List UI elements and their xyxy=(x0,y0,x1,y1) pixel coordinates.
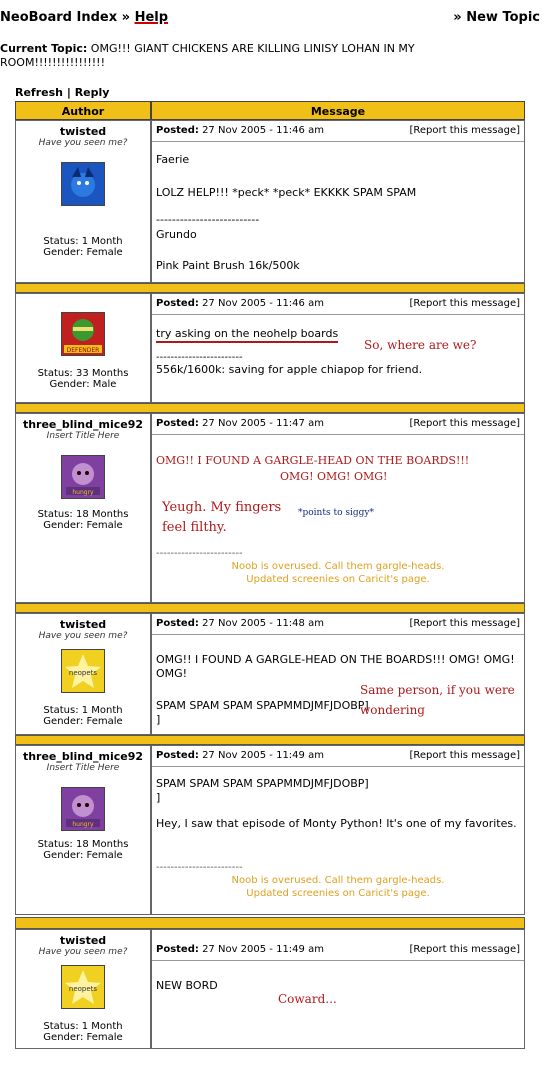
neopets-star-icon xyxy=(62,966,104,1008)
author-gender: Gender: Female xyxy=(43,716,123,727)
posted-label: Posted: xyxy=(156,125,199,136)
avatar[interactable] xyxy=(61,787,105,831)
post-5-author xyxy=(15,745,151,915)
report-message-link[interactable]: [Report this message] xyxy=(409,418,520,429)
handwritten-post-line: OMG! OMG! OMG! xyxy=(280,470,388,483)
post-2-message xyxy=(151,293,525,403)
neopets-logo-text: neopets xyxy=(68,985,98,993)
avatar[interactable] xyxy=(61,649,105,693)
post-header xyxy=(152,746,524,767)
help-board-link[interactable]: Help xyxy=(134,10,169,25)
report-message-link[interactable]: [Report this message] xyxy=(409,125,520,136)
handwritten-post-line: OMG!! I FOUND A GARGLE-HEAD ON THE BOARDS!!! xyxy=(156,454,470,467)
signature-line: Updated screenies on Caricit's page. xyxy=(246,888,430,899)
post-header xyxy=(152,414,524,435)
avatar[interactable] xyxy=(61,965,105,1009)
author-status: Status: 33 Months xyxy=(37,368,129,379)
current-topic xyxy=(0,42,460,70)
post-line: SPAM SPAM SPAM SPAPMMDJMFJDOBP] xyxy=(156,699,369,712)
signature-divider: ------------------------ xyxy=(156,548,243,559)
post-divider xyxy=(15,917,525,929)
handwritten-note: Coward... xyxy=(278,992,337,1006)
signature-divider: ------------------------ xyxy=(156,862,243,873)
post-divider xyxy=(15,735,525,745)
new-topic-link[interactable]: » New Topic xyxy=(453,10,540,25)
author-status: Status: 1 Month xyxy=(43,1021,123,1032)
post-divider xyxy=(15,283,525,293)
author-gender: Gender: Female xyxy=(43,520,123,531)
signature-divider: -------------------------- xyxy=(156,213,260,226)
signature-divider: ------------------------ xyxy=(156,352,243,363)
topic-actions xyxy=(15,86,109,99)
post-2-author xyxy=(15,293,151,403)
report-message-link[interactable]: [Report this message] xyxy=(409,618,520,629)
signature-line: Noob is overused. Call them gargle-heads. xyxy=(231,875,445,886)
post-date: 27 Nov 2005 - 11:46 am xyxy=(202,125,324,136)
avatar[interactable] xyxy=(61,312,105,356)
report-message-link[interactable]: [Report this message] xyxy=(409,944,520,955)
author-gender: Gender: Female xyxy=(43,850,123,861)
post-date: 27 Nov 2005 - 11:47 am xyxy=(202,418,324,429)
author-status: Status: 1 Month xyxy=(43,705,123,716)
post-6-message xyxy=(151,929,525,1049)
post-line: ] xyxy=(156,713,161,726)
author-gender: Gender: Female xyxy=(43,247,123,258)
hungry-badge-text: hungry xyxy=(72,821,94,828)
actions-separator: | xyxy=(66,86,71,99)
post-date: 27 Nov 2005 - 11:49 am xyxy=(202,944,324,955)
post-line: Pink Paint Brush 16k/500k xyxy=(156,259,300,272)
post-5-message xyxy=(151,745,525,915)
post-1-message xyxy=(151,120,525,283)
author-title: Insert Title Here xyxy=(46,431,120,441)
author-gender: Gender: Male xyxy=(49,379,117,390)
post-date: 27 Nov 2005 - 11:49 am xyxy=(202,750,324,761)
author-name[interactable]: three_blind_mice92 xyxy=(22,418,144,431)
post-body xyxy=(152,142,524,279)
message-column-header: Message xyxy=(151,101,525,120)
post-divider xyxy=(15,603,525,613)
defender-badge-text: DEFENDER xyxy=(66,347,100,354)
neoboard-index-link[interactable]: NeoBoard Index xyxy=(0,10,118,25)
author-status: Status: 18 Months xyxy=(37,509,129,520)
post-header xyxy=(152,614,524,635)
handwritten-note: Same person, if you were wondering xyxy=(360,683,515,717)
post-line: Grundo xyxy=(156,228,197,241)
post-header xyxy=(152,294,524,315)
report-message-link[interactable]: [Report this message] xyxy=(409,750,520,761)
post-header xyxy=(152,940,524,961)
handwritten-note: *points to siggy* xyxy=(298,508,374,518)
author-name[interactable]: twisted xyxy=(59,618,107,631)
top-nav xyxy=(0,8,542,28)
author-title: Insert Title Here xyxy=(46,763,120,773)
post-line: LOLZ HELP!!! *peck* *peck* EKKKK SPAM SPAM xyxy=(156,186,417,199)
signature xyxy=(156,560,520,586)
post-line: Hey, I saw that episode of Monty Python! It's one of my favorites. xyxy=(156,817,517,830)
creature-icon xyxy=(62,456,104,498)
reply-link[interactable]: Reply xyxy=(74,86,110,99)
author-title: Have you seen me? xyxy=(38,631,128,641)
post-4-message xyxy=(151,613,525,735)
creature-icon xyxy=(62,788,104,830)
breadcrumb xyxy=(0,10,168,25)
post-line: ] xyxy=(156,791,161,804)
signature xyxy=(156,874,520,900)
signature-line: Updated screenies on Caricit's page. xyxy=(246,574,430,585)
handwritten-note: So, where are we? xyxy=(364,338,477,352)
post-3-message xyxy=(151,413,525,603)
post-header xyxy=(152,121,524,142)
current-topic-label: Current Topic: xyxy=(0,42,88,55)
author-status: Status: 1 Month xyxy=(43,236,123,247)
neopets-star-icon xyxy=(62,650,104,692)
post-body xyxy=(152,961,524,999)
neopets-logo-text: neopets xyxy=(68,669,98,677)
report-message-link[interactable]: [Report this message] xyxy=(409,298,520,309)
post-line: try asking on the neohelp boards xyxy=(156,327,338,343)
handwritten-note: Yeugh. My fingers feel filthy. xyxy=(162,500,282,535)
breadcrumb-separator: » xyxy=(121,10,131,25)
posted-label: Posted: xyxy=(156,618,199,629)
author-column-header: Author xyxy=(15,101,151,120)
posted-label: Posted: xyxy=(156,944,199,955)
current-topic-title: OMG!!! GIANT CHICKENS ARE KILLING LINISY LOHAN IN MY ROOM!!!!!!!!!!!!!!!! xyxy=(0,42,415,69)
author-gender: Gender: Female xyxy=(43,1032,123,1043)
hungry-badge-text: hungry xyxy=(72,489,94,496)
avatar[interactable] xyxy=(61,455,105,499)
author-name[interactable]: twisted xyxy=(59,125,107,138)
posted-label: Posted: xyxy=(156,298,199,309)
post-line: NEW BORD xyxy=(156,979,218,992)
author-title: Have you seen me? xyxy=(38,947,128,957)
post-date: 27 Nov 2005 - 11:48 am xyxy=(202,618,324,629)
post-date: 27 Nov 2005 - 11:46 am xyxy=(202,298,324,309)
signature-line: Noob is overused. Call them gargle-heads. xyxy=(231,561,445,572)
posted-label: Posted: xyxy=(156,418,199,429)
post-4-author xyxy=(15,613,151,735)
post-6-author xyxy=(15,929,151,1049)
post-line: 556k/1600k: saving for apple chiapop for friend. xyxy=(156,363,423,376)
post-line: Faerie xyxy=(156,153,190,166)
post-body xyxy=(152,767,524,837)
author-name[interactable]: three_blind_mice92 xyxy=(22,750,144,763)
posted-label: Posted: xyxy=(156,750,199,761)
avatar[interactable] xyxy=(61,162,105,206)
author-name[interactable]: twisted xyxy=(59,934,107,947)
refresh-link[interactable]: Refresh xyxy=(15,86,63,99)
defender-icon xyxy=(62,313,104,355)
post-divider xyxy=(15,403,525,413)
post-line: OMG!! I FOUND A GARGLE-HEAD ON THE BOARDS!!! OMG! OMG! OMG! xyxy=(156,653,515,680)
post-1-author xyxy=(15,120,151,283)
author-status: Status: 18 Months xyxy=(37,839,129,850)
post-line: SPAM SPAM SPAM SPAPMMDJMFJDOBP] xyxy=(156,777,369,790)
author-title: Have you seen me? xyxy=(38,138,128,148)
post-3-author xyxy=(15,413,151,603)
creature-icon xyxy=(62,163,104,205)
